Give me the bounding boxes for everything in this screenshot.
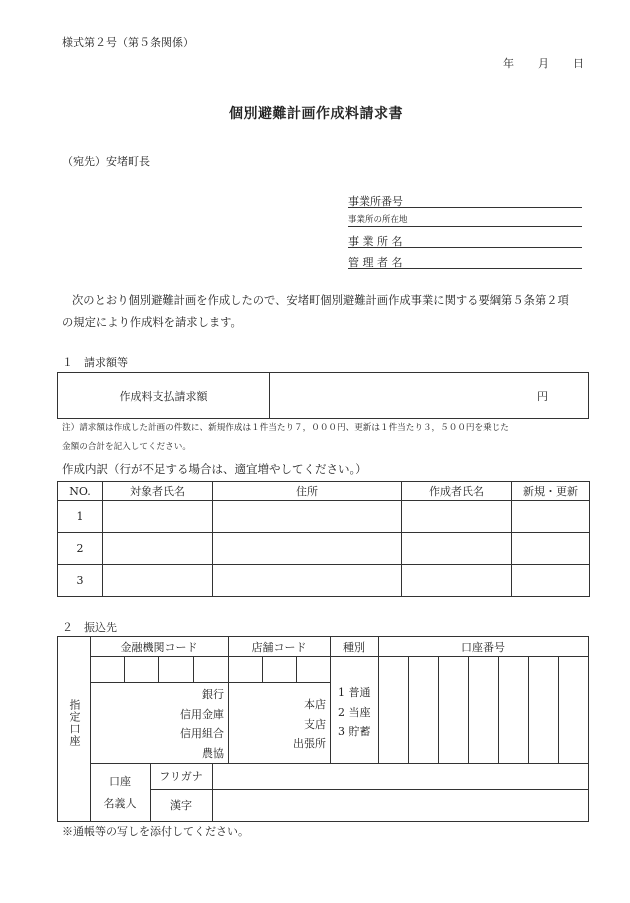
cell-subject-name[interactable] (103, 501, 213, 533)
field-label: 管 理 者 名 (348, 256, 403, 269)
field-label: 事 業 所 名 (348, 235, 403, 248)
breakdown-heading: 作成内訳（行が不足する場合は、適宜増やしてください。） (62, 462, 367, 476)
kanji-label: 漢字 (170, 799, 192, 812)
body-text-line-1: 次のとおり個別避難計画を作成したので、安堵町個別避難計画作成事業に関する要綱第５条第２項 (72, 294, 569, 307)
cell-creator-name[interactable] (402, 533, 512, 565)
fee-box (57, 372, 589, 419)
bank-type-bank[interactable]: 銀行 (202, 688, 224, 701)
col-creator-name: 作成者氏名 (402, 482, 512, 501)
col-no: NO. (58, 482, 103, 501)
furigana-input[interactable] (213, 764, 588, 789)
branch-type-options[interactable] (248, 695, 326, 754)
row-number: 2 (58, 533, 103, 565)
field-office-address[interactable] (348, 213, 582, 227)
kanji-label-cell (150, 789, 212, 821)
row-number: 3 (58, 565, 103, 597)
date-year-label: 年 (503, 57, 514, 70)
cell-subject-name[interactable] (103, 565, 213, 597)
bank-code-input[interactable] (91, 657, 228, 682)
account-holder-label-2: 名義人 (103, 797, 137, 810)
breakdown-table (57, 481, 590, 597)
cell-creator-name[interactable] (402, 565, 512, 597)
account-holder-label (90, 771, 150, 815)
form-number: 様式第２号（第５条関係） (62, 36, 194, 49)
fee-amount-input[interactable] (269, 373, 588, 418)
breakdown-header-row (58, 482, 590, 501)
col-address: 住所 (213, 482, 402, 501)
fee-label-cell (58, 373, 270, 418)
fee-note-line-1: 注）請求額は作成した計画の件数に、新規作成は１件当たり７，０００円、更新は１件当たり３，５００円を乗じた (62, 423, 509, 433)
branch-type-sub-branch[interactable]: 出張所 (293, 737, 326, 750)
addressee: （宛先）安堵町長 (62, 155, 150, 168)
cell-address[interactable] (213, 501, 402, 533)
col-subject-name: 対象者氏名 (103, 482, 213, 501)
furigana-label: フリガナ (159, 770, 203, 783)
col-new-update: 新規・更新 (512, 482, 590, 501)
cell-creator-name[interactable] (402, 501, 512, 533)
account-number-input[interactable] (379, 657, 588, 763)
bank-type-options[interactable] (118, 685, 224, 763)
bank-code-header (90, 637, 228, 656)
date-day-label: 日 (573, 57, 584, 70)
branch-code-header (228, 637, 330, 656)
bank-type-shinkin[interactable]: 信用金庫 (180, 707, 224, 721)
field-label: 事業所番号 (348, 195, 403, 208)
page-title: 個別避難計画作成料請求書 (229, 106, 403, 122)
body-text-line-2: の規定により作成料を請求します。 (62, 316, 242, 329)
kanji-input[interactable] (213, 790, 588, 821)
bank-type-agri-coop[interactable]: 農協 (202, 746, 224, 760)
cell-address[interactable] (213, 565, 402, 597)
section-1-heading: １ 請求額等 (62, 356, 128, 369)
field-office-name[interactable] (348, 233, 582, 248)
table-row (58, 501, 590, 533)
account-type-savings[interactable]: 3 貯蓄 (338, 725, 371, 738)
furigana-label-cell (150, 763, 212, 789)
cell-address[interactable] (213, 533, 402, 565)
branch-type-branch[interactable]: 支店 (304, 717, 326, 731)
field-label: 事業所の所在地 (348, 215, 408, 225)
date-month-label: 月 (538, 57, 549, 70)
cell-new-update[interactable] (512, 533, 590, 565)
footer-note: ※通帳等の写しを添付してください。 (62, 825, 249, 838)
bank-type-credit-union[interactable]: 信用組合 (180, 727, 224, 740)
account-number-header (378, 637, 588, 656)
row-number: 1 (58, 501, 103, 533)
account-type-options[interactable] (338, 683, 371, 742)
branch-code-input[interactable] (229, 657, 330, 682)
account-holder-label-1: 口座 (109, 775, 131, 788)
bank-code-label: 金融機関コード (120, 640, 198, 654)
fee-note-line-2: 金額の合計を記入してください。 (62, 442, 191, 452)
cell-new-update[interactable] (512, 565, 590, 597)
section-2-heading: ２ 振込先 (62, 621, 117, 634)
account-type-header (330, 637, 378, 656)
designated-account-label: 指定口座 (68, 699, 81, 747)
table-row (58, 565, 590, 597)
account-type-ordinary[interactable]: 1 普通 (338, 686, 371, 699)
fee-label: 作成料支払請求額 (119, 389, 208, 403)
cell-subject-name[interactable] (103, 533, 213, 565)
account-number-label: 口座番号 (461, 640, 505, 654)
field-manager-name[interactable] (348, 254, 582, 269)
account-type-current[interactable]: 2 当座 (338, 705, 371, 719)
cell-new-update[interactable] (512, 501, 590, 533)
account-type-label: 種別 (343, 640, 365, 654)
branch-code-label: 店舗コード (251, 640, 307, 654)
table-row (58, 533, 590, 565)
bank-account-box (57, 636, 589, 822)
branch-type-head-office[interactable]: 本店 (304, 698, 326, 711)
field-office-number[interactable] (348, 193, 582, 208)
fee-unit: 円 (537, 390, 548, 403)
